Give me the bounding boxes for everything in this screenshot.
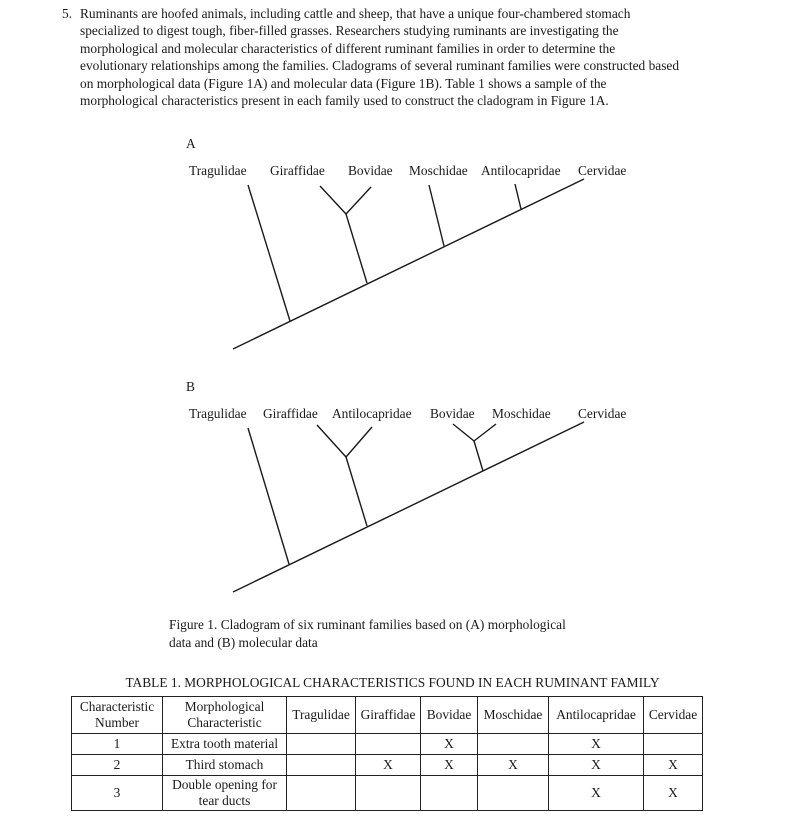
header-tragulidae: Tragulidae — [287, 697, 356, 734]
panel-a-label: A — [186, 136, 196, 151]
cell-mark — [287, 734, 356, 755]
table-header-row — [72, 697, 703, 734]
branch-line — [248, 428, 289, 564]
cell-characteristic: Third stomach — [163, 755, 287, 776]
taxon-label: Giraffidae — [270, 163, 325, 178]
question-line: specialized to digest tough, fiber-filled grasses. Researchers studying ruminants are investigating the — [80, 23, 619, 39]
question-number: 5. — [62, 6, 73, 21]
cell-mark — [478, 734, 549, 755]
cell-mark: X — [478, 755, 549, 776]
figure-caption — [169, 616, 629, 652]
cell-mark: X — [421, 734, 478, 755]
cell-characteristic — [163, 776, 287, 811]
cell-line: tear ducts — [198, 793, 251, 808]
cell-mark — [287, 776, 356, 811]
cell-mark — [421, 776, 478, 811]
branch-line — [346, 187, 371, 214]
cell-mark: X — [644, 755, 703, 776]
question-line: Ruminants are hoofed animals, including cattle and sheep, that have a unique four-chambered stomach — [80, 6, 631, 21]
cell-mark — [478, 776, 549, 811]
header-morphological-characteristic — [163, 697, 287, 734]
cell-number: 2 — [72, 755, 163, 776]
question-line: evolutionary relationships among the families. Cladograms of several ruminant families were constructed based — [80, 58, 680, 74]
header-line: Characteristic — [187, 715, 262, 730]
header-bovidae: Bovidae — [421, 697, 478, 734]
cell-line: Double opening for — [172, 777, 277, 792]
table-title: TABLE 1. MORPHOLOGICAL CHARACTERISTICS FOUND IN EACH RUMINANT FAMILY — [125, 675, 660, 690]
branch-line — [346, 427, 372, 457]
branch-line — [474, 424, 496, 441]
characteristics-table — [71, 696, 703, 811]
taxon-label: Bovidae — [430, 406, 475, 421]
taxon-label: Bovidae — [348, 163, 393, 178]
branch-line — [248, 185, 290, 321]
branch-line — [474, 441, 483, 471]
header-line: Number — [95, 715, 139, 730]
cladogram-b — [186, 379, 626, 592]
cladogram-b-branches — [233, 422, 584, 592]
branch-line — [317, 425, 346, 457]
taxon-label: Antilocapridae — [332, 406, 412, 421]
header-antilocapridae: Antilocapridae — [549, 697, 644, 734]
cell-mark: X — [549, 755, 644, 776]
cladogram-a-main-axis — [233, 179, 584, 349]
taxon-label: Antilocapridae — [481, 163, 561, 178]
taxon-label: Cervidae — [578, 406, 627, 421]
cladogram-a-branches — [233, 179, 584, 349]
branch-line — [320, 186, 346, 214]
panel-b-label: B — [186, 379, 195, 394]
caption-line: data and (B) molecular data — [169, 635, 318, 650]
question-line: on morphological data (Figure 1A) and molecular data (Figure 1B). Table 1 shows a sample of the — [80, 75, 607, 91]
taxon-label: Moschidae — [492, 406, 551, 421]
cell-characteristic: Extra tooth material — [163, 734, 287, 755]
caption-line: Figure 1. Cladogram of six ruminant families based on (A) morphological — [169, 617, 566, 632]
table-row — [72, 755, 703, 776]
branch-line — [346, 214, 367, 283]
cladogram-a — [186, 136, 626, 349]
cell-mark — [356, 776, 421, 811]
table-row — [72, 734, 703, 755]
cladogram-b-main-axis — [233, 422, 584, 592]
branch-line — [346, 457, 367, 526]
branch-line — [429, 185, 444, 246]
cell-mark — [644, 734, 703, 755]
cell-mark: X — [549, 734, 644, 755]
cell-mark: X — [644, 776, 703, 811]
header-moschidae: Moschidae — [478, 697, 549, 734]
header-giraffidae: Giraffidae — [356, 697, 421, 734]
branch-line — [453, 424, 474, 441]
table-row — [72, 776, 703, 811]
cell-mark: X — [421, 755, 478, 776]
question-line: morphological and molecular characteristics of different ruminant families in order to determine the — [80, 40, 616, 56]
taxon-label: Tragulidae — [189, 406, 247, 421]
header-line: Characteristic — [79, 699, 155, 714]
taxon-label: Giraffidae — [263, 406, 318, 421]
taxon-label: Cervidae — [578, 163, 627, 178]
cell-number: 3 — [72, 776, 163, 811]
cell-mark — [287, 755, 356, 776]
taxon-label: Moschidae — [409, 163, 468, 178]
cell-mark — [356, 734, 421, 755]
cell-mark: X — [356, 755, 421, 776]
cell-mark: X — [549, 776, 644, 811]
header-cervidae: Cervidae — [644, 697, 703, 734]
branch-line — [515, 184, 521, 209]
taxon-label: Tragulidae — [189, 163, 247, 178]
header-characteristic-number — [72, 697, 163, 734]
cell-number: 1 — [72, 734, 163, 755]
question-line: morphological characteristics present in each family used to construct the cladogram in Figure 1A. — [80, 93, 609, 109]
header-line: Morphological — [184, 699, 265, 714]
